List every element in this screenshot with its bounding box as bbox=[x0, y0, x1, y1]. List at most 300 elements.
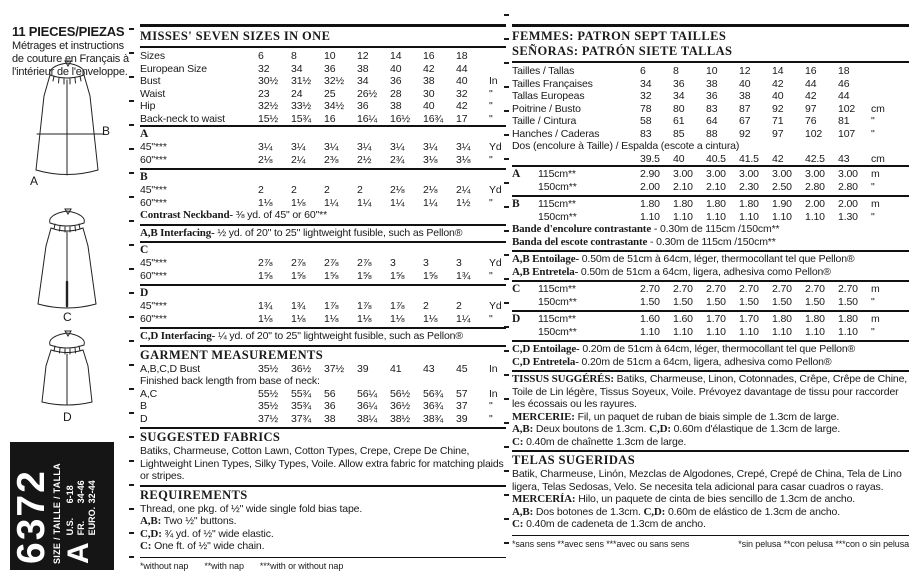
table-row bbox=[140, 75, 506, 88]
unit-cell: Yd bbox=[489, 300, 502, 312]
table-cell: 35½ bbox=[258, 362, 278, 375]
table-cell: 40 bbox=[456, 75, 468, 87]
table-cell: 38 bbox=[706, 77, 718, 90]
table-cell: 1⅞ bbox=[357, 300, 372, 312]
table-cell: 38 bbox=[390, 100, 402, 112]
table-cell: 15¾ bbox=[291, 112, 311, 125]
banda-escote-line bbox=[512, 236, 909, 249]
table-cell: 3.00 bbox=[805, 168, 825, 180]
table-cell: 40 bbox=[390, 62, 402, 75]
table-cell: 88 bbox=[706, 127, 718, 140]
fr-yardage-section-c bbox=[512, 280, 909, 310]
table-cell: 16½ bbox=[390, 112, 410, 125]
yardage-section-a bbox=[140, 125, 506, 168]
table-cell: 1.70 bbox=[739, 313, 759, 325]
text-run: **with nap bbox=[204, 560, 244, 571]
table-cell: 32½ bbox=[324, 75, 344, 87]
table-cell: 2⅞ bbox=[291, 257, 306, 269]
yardage-table-b bbox=[140, 184, 506, 209]
ab-entoilage-line bbox=[512, 253, 909, 266]
fr-size-value: 34-46 bbox=[76, 480, 86, 504]
table-cell: 1⅛ bbox=[390, 312, 405, 325]
unit-cell: " bbox=[871, 180, 875, 193]
table-cell: 38 bbox=[357, 62, 369, 75]
cd-entoilage-line bbox=[512, 343, 909, 356]
nap-footnote bbox=[140, 557, 506, 571]
text-run: - 0.30m de 115cm /150cm** bbox=[647, 235, 776, 248]
view-label-d: D bbox=[63, 410, 72, 424]
table-cell: 102 bbox=[805, 127, 823, 140]
table-cell: 32½ bbox=[258, 100, 278, 112]
table-cell: 1.10 bbox=[805, 210, 825, 223]
table-cell: 23 bbox=[258, 87, 270, 100]
table-row bbox=[512, 65, 909, 78]
table-cell: 3¼ bbox=[258, 141, 273, 153]
yardage-table-c bbox=[140, 257, 506, 282]
table-cell: 2⅞ bbox=[357, 257, 372, 269]
table-cell: 1.10 bbox=[805, 325, 825, 338]
french-note: Métrages et instructions de couture en Français à l'intérieur de l'enveloppe. bbox=[12, 40, 129, 78]
table-cell: 43 bbox=[838, 152, 850, 165]
table-cell: 38¼ bbox=[357, 412, 377, 425]
bold-lead: C,D: bbox=[643, 505, 666, 518]
table-cell: 1¼ bbox=[423, 196, 438, 209]
table-cell: 45 bbox=[456, 362, 468, 375]
table-cell: 16 bbox=[324, 112, 336, 125]
table-cell: 32 bbox=[640, 90, 652, 102]
table-cell: 81 bbox=[838, 115, 850, 127]
row-label: 45"*** bbox=[140, 141, 167, 153]
table-cell: 1.10 bbox=[706, 325, 726, 338]
table-cell: 40 bbox=[739, 77, 751, 90]
yardage-section-d bbox=[140, 284, 506, 327]
table-cell: 1.80 bbox=[805, 313, 825, 325]
table-cell: 1.60 bbox=[640, 313, 660, 325]
table-cell: 44 bbox=[456, 62, 468, 75]
table-cell: 1⅛ bbox=[324, 312, 339, 325]
table-row bbox=[140, 50, 506, 63]
table-cell: 1.70 bbox=[706, 313, 726, 325]
table-cell: 1.80 bbox=[706, 198, 726, 210]
pattern-number: 6372 bbox=[10, 469, 53, 564]
table-row bbox=[140, 313, 506, 326]
table-cell: 78 bbox=[640, 102, 652, 115]
row-label: 115cm** bbox=[538, 283, 576, 295]
unit-cell: " bbox=[489, 196, 493, 209]
table-cell: 1.60 bbox=[673, 313, 693, 325]
table-cell: 3.00 bbox=[739, 168, 759, 180]
table-cell: 36 bbox=[673, 77, 685, 90]
table-cell: 1⅝ bbox=[291, 269, 306, 282]
table-cell: 1⅛ bbox=[258, 196, 273, 209]
row-label: 150cm** bbox=[538, 180, 577, 193]
fr-yardage-section-a bbox=[512, 165, 909, 195]
row-label: Tailles / Tallas bbox=[512, 65, 575, 77]
bold-lead: A,B: bbox=[512, 505, 534, 518]
table-cell: 2.10 bbox=[673, 180, 693, 193]
table-cell: 42.5 bbox=[805, 152, 825, 165]
row-label: Back-neck to waist bbox=[140, 112, 225, 125]
requirement-thread bbox=[140, 503, 506, 516]
section-b-head: B bbox=[140, 171, 148, 183]
table-cell: 1.10 bbox=[673, 325, 693, 338]
table-cell: 24 bbox=[291, 87, 303, 100]
table-cell: 1⅞ bbox=[324, 300, 339, 312]
view-group-letter: A bbox=[62, 542, 95, 564]
table-cell: 2.00 bbox=[805, 198, 825, 210]
table-cell: 1.80 bbox=[772, 313, 792, 325]
table-row bbox=[512, 168, 909, 181]
size-line: SIZE / TAILLE / TALLA bbox=[52, 463, 62, 564]
text-run: 0.20m de 51cm a 64cm, ligera, adhesiva como Pellon® bbox=[578, 355, 832, 368]
table-cell: 1.80 bbox=[838, 313, 858, 325]
bold-lead: A,B Entoilage- bbox=[512, 253, 579, 265]
row-label: B bbox=[140, 400, 147, 412]
row-letter: D bbox=[512, 313, 521, 325]
table-cell: 1⅞ bbox=[390, 300, 405, 312]
french-title: FEMMES: PATRON SEPT TAILLES bbox=[512, 29, 727, 43]
table-cell: 37 bbox=[456, 400, 468, 412]
row-label: Tallas Europeas bbox=[512, 90, 585, 102]
table-cell: 37¾ bbox=[291, 412, 311, 425]
table-cell: 76 bbox=[805, 115, 817, 127]
row-label: 150cm** bbox=[538, 325, 577, 338]
table-cell: 2 bbox=[423, 300, 429, 312]
text-run: 0.60m d'élastique de 1.3cm de large. bbox=[670, 423, 841, 435]
view-label-b: B bbox=[102, 124, 111, 138]
table-cell: 1.90 bbox=[772, 198, 792, 210]
table-cell: 36 bbox=[324, 400, 336, 412]
contrast-neckband-line bbox=[140, 209, 506, 222]
table-cell: 2⅜ bbox=[324, 153, 339, 166]
table-row bbox=[512, 78, 909, 91]
euro-size-key: EURO. bbox=[87, 506, 97, 536]
table-row bbox=[512, 90, 909, 103]
table-cell: 1.10 bbox=[640, 210, 660, 223]
unit-cell: " bbox=[489, 87, 493, 100]
table-row bbox=[512, 153, 909, 166]
unit-cell: " bbox=[489, 312, 493, 325]
table-cell: 2.90 bbox=[640, 168, 660, 180]
table-cell: 1¼ bbox=[390, 196, 405, 209]
table-cell: 30½ bbox=[258, 75, 278, 87]
fr-body-measurements-table bbox=[512, 65, 909, 165]
table-row bbox=[512, 181, 909, 194]
us-size-key: U.S. bbox=[65, 517, 75, 536]
table-cell: 57 bbox=[456, 387, 468, 400]
table-cell: 1⅝ bbox=[423, 269, 438, 282]
french-spanish-panel bbox=[512, 24, 909, 549]
tissus-suggeres-text bbox=[512, 373, 909, 411]
table-cell: 55¾ bbox=[291, 387, 311, 400]
row-label: Tailles Françaises bbox=[512, 77, 593, 90]
view-c-sketch bbox=[6, 206, 130, 326]
table-cell: 1⅝ bbox=[324, 269, 339, 282]
bold-lead: A,B Interfacing- bbox=[140, 226, 215, 239]
table-cell: 2⅛ bbox=[258, 153, 273, 166]
table-cell: 1.10 bbox=[772, 325, 792, 338]
tissus-section bbox=[512, 370, 909, 450]
table-cell: 61 bbox=[673, 115, 685, 127]
row-label: 115cm** bbox=[538, 313, 576, 325]
bold-lead: C: bbox=[512, 518, 524, 530]
table-cell: 38 bbox=[324, 412, 336, 425]
text-run: 0.40m de cadeneta de 1.3cm de ancho. bbox=[523, 518, 706, 530]
bold-lead: MERCERÍA: bbox=[512, 493, 576, 505]
table-cell: 41 bbox=[390, 362, 402, 375]
table-cell: 16 bbox=[805, 65, 817, 77]
table-cell: 1.50 bbox=[640, 295, 660, 308]
table-cell: 1.80 bbox=[673, 198, 693, 210]
text-run: Deux boutons de 1.3cm. bbox=[533, 423, 650, 435]
table-cell: 39 bbox=[456, 412, 468, 425]
text-run: 0.60m de elástico de 1.3cm de ancho. bbox=[665, 505, 840, 518]
table-cell: 1.80 bbox=[640, 198, 660, 210]
pieces-number: 11 bbox=[12, 24, 26, 39]
fr-yardage-section-b bbox=[512, 195, 909, 250]
table-row bbox=[140, 113, 506, 126]
table-cell: 17 bbox=[456, 112, 468, 125]
merceria-c-line bbox=[512, 518, 909, 531]
table-cell: 36½ bbox=[291, 362, 311, 375]
table-cell: 2.10 bbox=[706, 180, 726, 193]
table-cell: 56 bbox=[324, 387, 336, 400]
table-cell: 3⅛ bbox=[456, 153, 471, 166]
table-cell: 30 bbox=[423, 87, 435, 100]
row-label: 115cm** bbox=[538, 168, 576, 180]
table-cell: 1.30 bbox=[838, 210, 858, 223]
table-cell: 10 bbox=[324, 50, 336, 62]
row-label: 60"*** bbox=[140, 269, 167, 282]
table-row bbox=[140, 88, 506, 101]
text-run: 0.50m de 51cm à 64cm, léger, thermocollant tel que Pellon® bbox=[578, 253, 855, 265]
table-cell: 42 bbox=[805, 90, 817, 102]
table-cell: 16¾ bbox=[423, 112, 443, 125]
row-label: 60"*** bbox=[140, 196, 167, 209]
table-cell: 8 bbox=[291, 50, 297, 62]
row-label: 150cm** bbox=[538, 295, 577, 308]
bold-lead: C,D Interfacing- bbox=[140, 330, 216, 342]
table-cell: 1.50 bbox=[838, 295, 858, 308]
bold-lead: Banda del escote contrastante bbox=[512, 235, 648, 248]
table-cell: 2.00 bbox=[838, 198, 858, 210]
unit-cell: " bbox=[489, 412, 493, 425]
table-cell: 37½ bbox=[324, 362, 344, 375]
table-row bbox=[140, 141, 506, 154]
unit-cell: " bbox=[871, 295, 875, 308]
table-cell: 55½ bbox=[258, 387, 278, 400]
row-letter: B bbox=[512, 198, 520, 210]
table-cell: 34 bbox=[640, 77, 652, 90]
table-cell: 92 bbox=[739, 127, 751, 140]
bold-lead: C,D Entretela- bbox=[512, 355, 579, 368]
table-row bbox=[140, 154, 506, 167]
table-cell: 56¼ bbox=[357, 387, 377, 400]
row-label: Hip bbox=[140, 100, 156, 112]
row-label: Waist bbox=[140, 87, 166, 100]
table-cell: 3.00 bbox=[706, 168, 726, 180]
table-cell: 1⅛ bbox=[291, 196, 306, 209]
fr-yardage-table-a bbox=[512, 168, 909, 193]
table-cell: 39.5 bbox=[640, 152, 660, 165]
table-cell: 64 bbox=[706, 115, 718, 127]
table-cell: 83 bbox=[640, 127, 652, 140]
view-label-a: A bbox=[30, 174, 39, 188]
table-cell: 44 bbox=[838, 90, 850, 102]
merceria-ab-line bbox=[512, 506, 909, 519]
view-label-c: C bbox=[63, 310, 72, 324]
table-cell: 28 bbox=[390, 87, 402, 100]
row-label: A,B,C,D Bust bbox=[140, 362, 201, 375]
telas-section bbox=[512, 450, 909, 533]
table-row bbox=[512, 313, 909, 326]
table-cell: 3¼ bbox=[456, 141, 471, 153]
table-cell: 36 bbox=[390, 75, 402, 87]
table-cell: 36 bbox=[324, 62, 336, 75]
table-cell: 26½ bbox=[357, 87, 377, 100]
text-run: ¾ yd. of ½" wide elastic. bbox=[161, 527, 274, 540]
merceria-line bbox=[512, 493, 909, 506]
unit-cell: In bbox=[489, 387, 498, 400]
table-cell: 80 bbox=[673, 102, 685, 115]
row-label: 60"*** bbox=[140, 312, 167, 325]
table-cell: 2.70 bbox=[805, 283, 825, 295]
table-cell: 38 bbox=[739, 90, 751, 102]
unit-cell: Yd bbox=[489, 257, 502, 269]
table-cell: 34 bbox=[357, 75, 369, 87]
table-cell: 1¼ bbox=[357, 196, 372, 209]
table-cell: 1.10 bbox=[838, 325, 858, 338]
table-cell: 6 bbox=[640, 65, 646, 77]
table-cell: 36½ bbox=[390, 400, 410, 412]
table-cell: 2 bbox=[291, 184, 297, 196]
french-nap-footnote: *sans sens **avec sens ***avec ou sans sens bbox=[512, 538, 690, 549]
table-cell: 2.70 bbox=[739, 283, 759, 295]
table-cell: 2.70 bbox=[772, 283, 792, 295]
table-cell: 39 bbox=[357, 362, 369, 375]
table-cell: 40 bbox=[673, 152, 685, 165]
table-row bbox=[140, 363, 506, 376]
table-cell: 2 bbox=[324, 184, 330, 196]
table-cell: 3¼ bbox=[357, 141, 372, 153]
unit-cell: " bbox=[871, 115, 875, 127]
table-row bbox=[512, 198, 909, 211]
table-cell: 42 bbox=[772, 152, 784, 165]
table-cell: 41.5 bbox=[739, 152, 759, 165]
unit-cell: m bbox=[871, 168, 880, 180]
table-cell: 42 bbox=[423, 62, 435, 75]
section-a-head: A bbox=[140, 128, 149, 140]
unit-cell: Yd bbox=[489, 141, 502, 153]
dress-c-illustration bbox=[6, 206, 130, 312]
text-run: 0.20m de 51cm à 64cm, léger, thermocollant tel que Pellon® bbox=[579, 343, 856, 355]
table-cell: 18 bbox=[838, 65, 850, 77]
table-cell: 40.5 bbox=[706, 152, 726, 165]
table-cell: 40 bbox=[772, 90, 784, 102]
row-label: 45"*** bbox=[140, 184, 167, 196]
text-run: Batiks, Charmeuse, Linon, Cotonnades, Crêpe, Crêpe de Chine, Toile de Lin légère, Tissus Soyeux, Voile. Prévoyez davantage de tissu pour raccorder les écossais ou les rayures. bbox=[512, 373, 908, 410]
text-run: 0.40m de chaînette 1.3cm de large. bbox=[523, 435, 687, 448]
bold-lead: A,B Entretela- bbox=[512, 265, 579, 278]
text-run: ⅜ yd. of 45" or 60"** bbox=[232, 209, 327, 221]
fr-ab-interfacing-section bbox=[512, 250, 909, 280]
spanish-nap-footnote: *sin pelusa **con pelusa ***con o sin pelusa bbox=[738, 538, 909, 549]
table-cell: 1¼ bbox=[324, 196, 339, 209]
fr-yardage-table-c bbox=[512, 283, 909, 308]
dress-d-illustration bbox=[6, 328, 130, 410]
body-measurements-table bbox=[140, 50, 506, 125]
table-cell: 35½ bbox=[258, 400, 278, 412]
table-cell: 1.50 bbox=[706, 295, 726, 308]
table-cell: 3.00 bbox=[772, 168, 792, 180]
table-cell: 2⅛ bbox=[423, 184, 438, 196]
size-ranges bbox=[65, 480, 98, 535]
section-c-head: C bbox=[140, 244, 149, 256]
us-size-value: 6-18 bbox=[65, 485, 75, 504]
table-cell: 37½ bbox=[258, 412, 278, 425]
text-run: Fil, un paquet de ruban de biais simple de 1.3cm de large. bbox=[574, 410, 840, 423]
table-cell: 2.30 bbox=[739, 180, 759, 193]
table-cell: 67 bbox=[739, 115, 751, 127]
cd-entretela-line bbox=[512, 356, 909, 369]
table-cell: 6 bbox=[258, 50, 264, 62]
table-cell: 58 bbox=[640, 115, 652, 127]
table-cell: 16 bbox=[423, 50, 435, 62]
suggested-fabrics-title: SUGGESTED FABRICS bbox=[140, 430, 281, 444]
table-cell: 1⅝ bbox=[258, 269, 273, 282]
table-cell: 2.00 bbox=[640, 180, 660, 193]
table-cell: 3 bbox=[456, 257, 462, 269]
table-cell: 1.50 bbox=[772, 295, 792, 308]
table-row bbox=[140, 63, 506, 76]
table-cell: 14 bbox=[772, 65, 784, 77]
table-cell: 3.00 bbox=[838, 168, 858, 180]
table-cell: 15½ bbox=[258, 112, 278, 125]
table-cell: 34 bbox=[291, 62, 303, 75]
view-d-sketch bbox=[6, 328, 130, 428]
text-run: ***with or without nap bbox=[259, 560, 344, 571]
text-run: ¼ yd. of 20" to 25" lightweight fusible, such as Pellon® bbox=[215, 330, 463, 342]
row-label: Hanches / Caderas bbox=[512, 127, 600, 140]
table-cell: 2½ bbox=[357, 153, 372, 166]
requirement-ab bbox=[140, 515, 506, 528]
table-row bbox=[140, 400, 506, 413]
yardage-section-b bbox=[140, 168, 506, 224]
table-cell: 2 bbox=[357, 184, 363, 196]
table-cell: 10 bbox=[706, 65, 718, 77]
table-cell: 44 bbox=[805, 77, 817, 90]
text-run: 0.50m de 51cm a 64cm, ligera, adhesiva como Pellon® bbox=[578, 265, 831, 278]
row-letter: C bbox=[512, 283, 521, 295]
table-cell: 32 bbox=[456, 87, 468, 100]
ab-entretela-line bbox=[512, 266, 909, 279]
table-cell: 2⅞ bbox=[324, 257, 339, 269]
text-run: Hilo, un paquete de cinta de bies sencillo de 1.3cm de ancho. bbox=[575, 493, 856, 505]
unit-cell: Yd bbox=[489, 184, 502, 196]
table-cell: 33½ bbox=[291, 100, 311, 112]
text-run: *without nap bbox=[140, 560, 189, 571]
table-cell: 18 bbox=[456, 50, 468, 62]
view-ab-sketch bbox=[6, 58, 130, 190]
text-run: ½ yd. of 20" to 25" lightweight fusible, such as Pellon® bbox=[214, 226, 463, 239]
table-cell: 2.70 bbox=[673, 283, 693, 295]
table-row bbox=[140, 257, 506, 270]
table-cell: 12 bbox=[739, 65, 751, 77]
unit-cell: " bbox=[871, 210, 875, 223]
requirements-section bbox=[140, 485, 506, 555]
fr-es-footnote bbox=[512, 535, 909, 549]
unit-cell: " bbox=[489, 112, 493, 125]
